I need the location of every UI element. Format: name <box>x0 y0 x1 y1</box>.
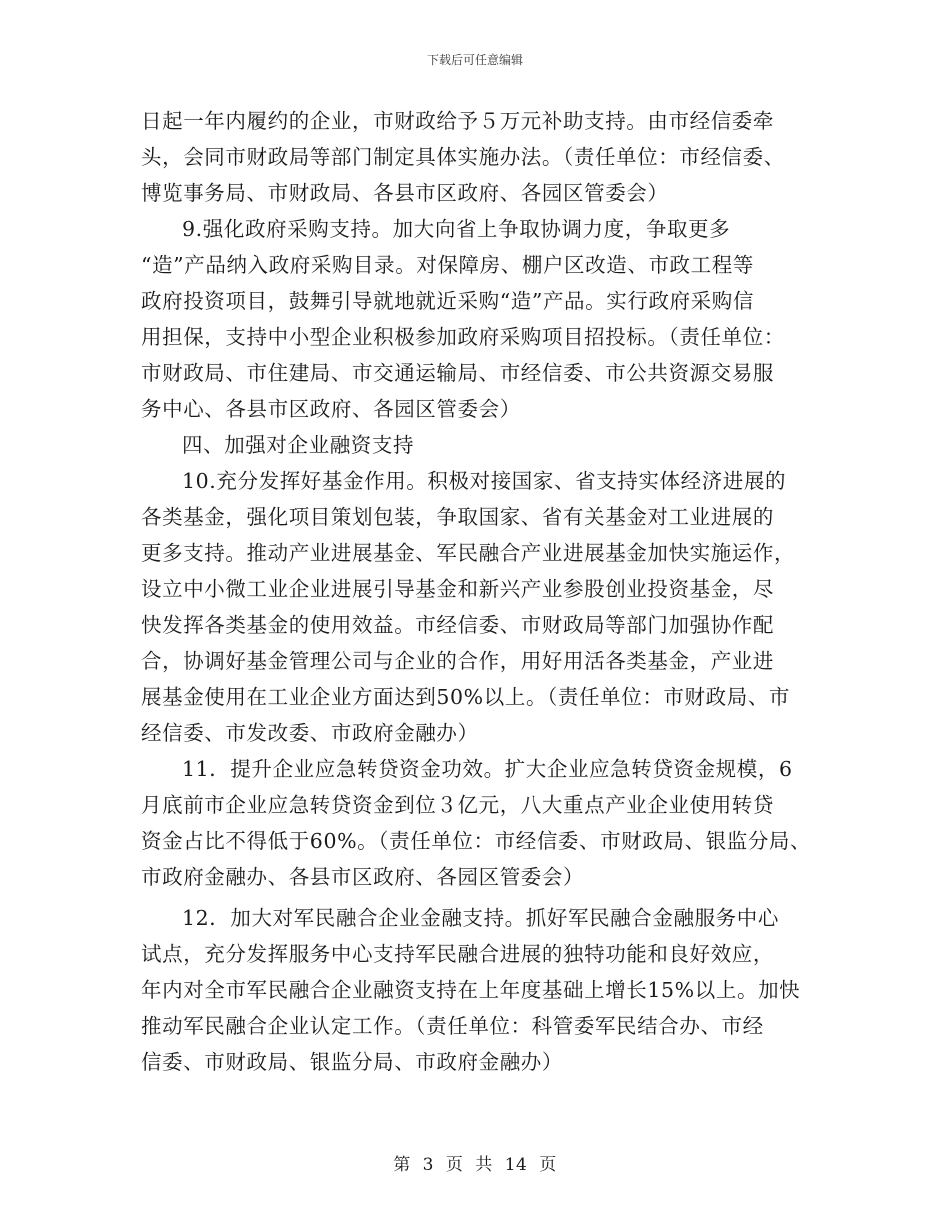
text-line: 务中心、各县市区政府、各园区管委会） <box>141 397 521 421</box>
text-line: 市财政局、市住建局、市交通运输局、市经信委、市公共资源交易服 <box>141 361 774 385</box>
text-line: 日起一年内履约的企业，市财政给予５万元补助支持。由市经信委牵 <box>141 109 774 133</box>
document-body <box>141 103 831 1080</box>
paragraph-10-start: 10.充分发挥好基金作用。积极对接国家、省支持实体经济进展的 <box>182 469 787 493</box>
text-line: 试点，充分发挥服务中心支持军民融合进展的独特功能和良好效应， <box>141 942 774 966</box>
text-line: 博览事务局、市财政局、各县市区政府、各园区管委会） <box>141 181 669 205</box>
text-line: 经信委、市发改委、市政府金融办） <box>141 721 479 745</box>
section-heading: 四、加强对企业融资支持 <box>182 433 415 457</box>
footer-label-page: 第 <box>393 1155 411 1175</box>
text-line: 月底前市企业应急转贷资金到位３亿元，八大重点产业企业使用转贷 <box>141 793 774 817</box>
text-line: 政府投资项目，鼓舞引导就地就近采购“造”产品。实行政府采购信 <box>141 289 754 313</box>
footer-total-pages: 14 <box>504 1155 528 1175</box>
text-line: 推动军民融合企业认定工作。（责任单位：科管委军民结合办、市经 <box>141 1014 764 1038</box>
text-line: 合，协调好基金管理公司与企业的合作，用好用活各类基金，产业进 <box>141 649 774 673</box>
paragraph-12-start: 12．加大对军民融合企业金融支持。抓好军民融合金融服务中心 <box>182 906 779 930</box>
paragraph-11-start: 11．提升企业应急转贷资金功效。扩大企业应急转贷资金规模，6 <box>182 757 793 781</box>
footer-current-page: 3 <box>422 1155 434 1175</box>
text-line: 年内对全市军民融合企业融资支持在上年度基础上增长15%以上。加快 <box>141 978 801 1002</box>
text-line: 更多支持。推动产业进展基金、军民融合产业进展基金加快实施运作， <box>141 541 796 565</box>
text-line: 信委、市财政局、银监分局、市政府金融办） <box>141 1050 563 1074</box>
footer-label-total-unit: 页 <box>539 1155 557 1175</box>
footer-label-page-unit: 页 <box>445 1155 464 1175</box>
paragraph-9-start: 9.强化政府采购支持。加大向省上争取协调力度，争取更多 <box>182 217 731 241</box>
page-footer <box>0 1154 950 1176</box>
footer-label-total: 共 <box>475 1155 493 1175</box>
text-line: 各类基金，强化项目策划包装，争取国家、省有关基金对工业进展的 <box>141 505 774 529</box>
text-line: 设立中小微工业企业进展引导基金和新兴产业参股创业投资基金，尽 <box>141 577 774 601</box>
text-line: 资金占比不得低于60%。（责任单位：市经信委、市财政局、银监分局、 <box>141 829 812 853</box>
text-line: 市政府金融办、各县市区政府、各园区管委会） <box>141 865 585 889</box>
text-line: “造”产品纳入政府采购目录。对保障房、棚户区改造、市政工程等 <box>141 253 754 277</box>
text-line: 用担保，支持中小型企业积极参加政府采购项目招投标。（责任单位： <box>141 325 785 349</box>
page-header-note: 下载后可任意编辑 <box>426 53 523 67</box>
text-line: 头，会同市财政局等部门制定具体实施办法。（责任单位：市经信委、 <box>141 145 785 169</box>
text-line: 快发挥各类基金的使用效益。市经信委、市财政局等部门加强协作配 <box>141 613 774 637</box>
text-line: 展基金使用在工业企业方面达到50%以上。（责任单位：市财政局、市 <box>141 685 791 709</box>
